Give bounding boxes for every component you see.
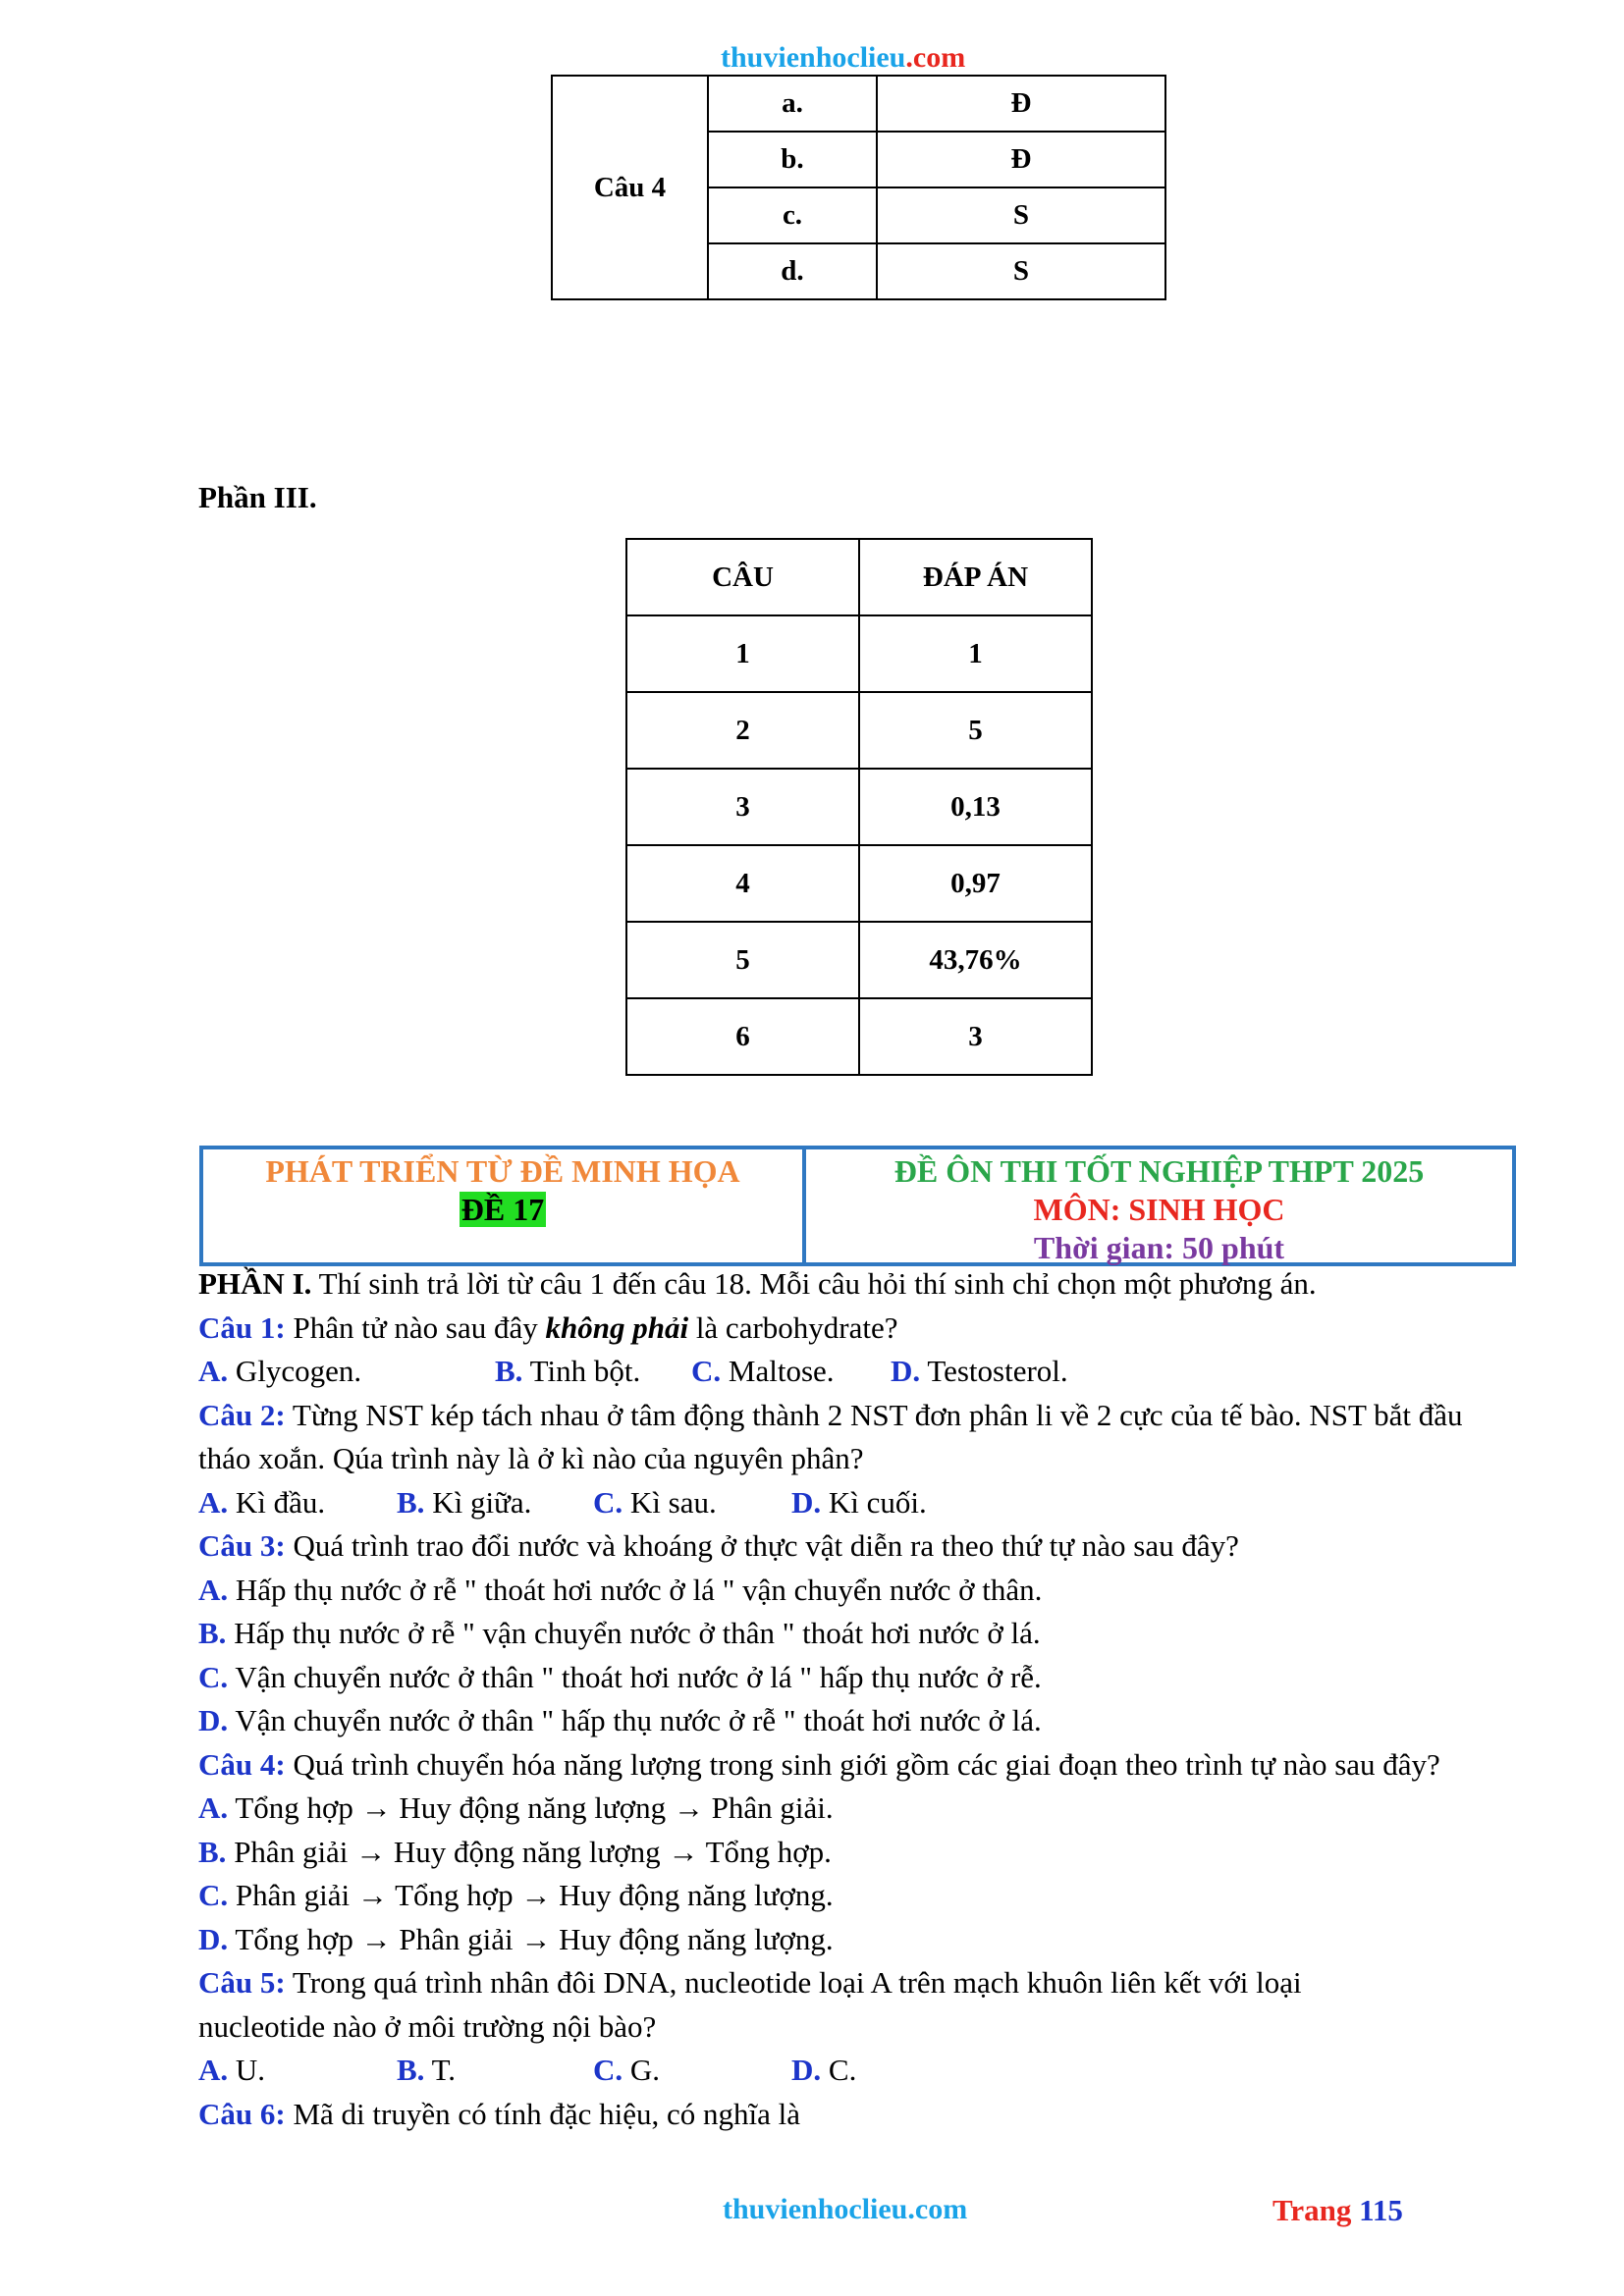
option-key: A. [198, 1572, 229, 1607]
option-a[interactable] [198, 2049, 265, 2093]
page-number-label [1272, 2193, 1403, 2228]
option-key: B. [397, 2053, 425, 2087]
cell-question: 5 [626, 922, 859, 998]
question-emphasis: không phải [545, 1309, 689, 1345]
cell-question: 2 [626, 692, 859, 769]
option-key: B. [397, 1484, 425, 1520]
question-3 [198, 1524, 1519, 1569]
table-header-row [626, 539, 1092, 615]
option-c[interactable] [593, 2049, 660, 2093]
cau4-item: d. [708, 243, 877, 299]
option-key: D. [891, 1354, 921, 1388]
site-header [721, 41, 965, 75]
question-label: Câu 3: [198, 1528, 286, 1563]
option-key: C. [593, 2053, 623, 2087]
option-text: Tổng hợp → Huy động năng lượng → Phân giải. [228, 1790, 834, 1825]
option-c[interactable] [691, 1350, 835, 1394]
question-text: Quá trình trao đổi nước và khoáng ở thực vật diễn ra theo thứ tự nào sau đây? [285, 1528, 1239, 1563]
phan1-text: Thí sinh trả lời từ câu 1 đến câu 18. Mỗi câu hỏi thí sinh chỉ chọn một phương án. [311, 1266, 1317, 1301]
option-text: Hấp thụ nước ở rễ " vận chuyển nước ở thân " thoát hơi nước ở lá. [226, 1616, 1041, 1650]
option-key: D. [791, 1484, 822, 1520]
option-key: D. [791, 2053, 822, 2087]
exam-title: ĐỀ ÔN THI TỐT NGHIỆP THPT 2025 [893, 1153, 1425, 1189]
exam-body [198, 1262, 1519, 2136]
question-text: Từng NST kép tách nhau ở tâm động thành 2 NST đơn phân li về 2 cực của tế bào. NST bắt đầu tháo xoắn. Qúa trình này là ở kì nào của nguyên phân? [198, 1397, 1463, 1475]
phan1-instruction [198, 1262, 1519, 1307]
option-d[interactable] [891, 1350, 1068, 1394]
option-b[interactable] [495, 1350, 640, 1394]
question-text: Mã di truyền có tính đặc hiệu, có nghĩa là [285, 2096, 800, 2131]
option-d[interactable] [791, 1481, 927, 1525]
option-b[interactable] [198, 1831, 1519, 1875]
column-header: CÂU [626, 539, 859, 615]
cell-answer: 0,97 [859, 845, 1092, 922]
question-6 [198, 2093, 1519, 2137]
option-text: Kì cuối. [821, 1484, 927, 1520]
option-text: Testosterol. [920, 1354, 1068, 1388]
option-a[interactable] [198, 1481, 325, 1525]
table-row [626, 692, 1092, 769]
option-a[interactable] [198, 1569, 1519, 1613]
site-name: thuvienhoclieu [721, 41, 906, 74]
footer-site-name: thuvienhoclieu [723, 2193, 908, 2225]
option-text: U. [228, 2053, 266, 2087]
exam-duration: Thời gian: 50 phút [1033, 1230, 1285, 1265]
option-d[interactable] [198, 1699, 1519, 1743]
option-key: A. [198, 1484, 229, 1520]
option-c[interactable] [593, 1481, 717, 1525]
option-key: C. [691, 1354, 722, 1388]
option-b[interactable] [397, 2049, 456, 2093]
table-row [626, 922, 1092, 998]
cau4-answer: S [877, 187, 1165, 243]
page-number: 115 [1359, 2193, 1403, 2227]
question-label: Câu 2: [198, 1397, 286, 1432]
question-text: là carbohydrate? [688, 1309, 898, 1345]
option-key: C. [593, 1484, 623, 1520]
option-text: Glycogen. [228, 1354, 362, 1388]
option-text: Hấp thụ nước ở rễ " thoát hơi nước ở lá " vận chuyển nước ở thân. [228, 1572, 1043, 1607]
question-label: Câu 6: [198, 2096, 286, 2131]
option-text: Tổng hợp → Phân giải → Huy động năng lượng. [228, 1921, 834, 1956]
question-2 [198, 1394, 1519, 1481]
option-b[interactable] [198, 1612, 1519, 1656]
option-text: Tinh bột. [522, 1354, 641, 1388]
option-text: Kì giữa. [424, 1484, 532, 1520]
option-b[interactable] [397, 1481, 531, 1525]
cell-answer: 43,76% [859, 922, 1092, 998]
option-key: D. [198, 1703, 229, 1737]
footer-site [723, 2193, 967, 2226]
exam-header-left [203, 1149, 806, 1262]
page-label: Trang [1272, 2193, 1360, 2227]
cau4-answer-table [551, 75, 1166, 300]
table-row [626, 769, 1092, 845]
site-domain: .com [905, 41, 966, 74]
cau4-answer: Đ [877, 76, 1165, 132]
cau4-label: Câu 4 [552, 76, 708, 299]
question-text: Quá trình chuyển hóa năng lượng trong sinh giới gồm các giai đoạn theo trình tự nào sau đây? [285, 1746, 1440, 1782]
cell-answer: 0,13 [859, 769, 1092, 845]
question-1 [198, 1307, 1519, 1351]
cau4-answer: Đ [877, 132, 1165, 187]
option-key: A. [198, 1790, 229, 1825]
option-key: B. [495, 1354, 523, 1388]
table-row [626, 845, 1092, 922]
question-label: Câu 5: [198, 1965, 286, 2000]
cell-answer: 1 [859, 615, 1092, 692]
option-text: Kì đầu. [228, 1484, 326, 1520]
cau4-item: c. [708, 187, 877, 243]
option-key: A. [198, 2053, 229, 2087]
table-row [626, 615, 1092, 692]
option-d[interactable] [791, 2049, 856, 2093]
question-2-options [198, 1481, 1519, 1525]
option-d[interactable] [198, 1918, 1519, 1962]
option-text: Vận chuyển nước ở thân " hấp thụ nước ở rễ " thoát hơi nước ở lá. [228, 1703, 1042, 1737]
phan3-answer-table [625, 538, 1093, 1076]
option-text: T. [424, 2053, 457, 2087]
column-header: ĐÁP ÁN [859, 539, 1092, 615]
option-a[interactable] [198, 1350, 361, 1394]
option-key: C. [198, 1659, 229, 1694]
exam-number: ĐỀ 17 [460, 1192, 545, 1227]
exam-header-right [806, 1149, 1512, 1265]
option-text: G. [623, 2053, 661, 2087]
option-text: Maltose. [721, 1354, 835, 1388]
table-row [626, 998, 1092, 1075]
question-5 [198, 1961, 1406, 2049]
cau4-item: b. [708, 132, 877, 187]
cau4-item: a. [708, 76, 877, 132]
table-row [552, 76, 1165, 132]
cell-question: 3 [626, 769, 859, 845]
question-4 [198, 1743, 1519, 1788]
option-text: Vận chuyển nước ở thân " thoát hơi nước ở lá " hấp thụ nước ở rễ. [228, 1659, 1042, 1694]
phan3-title: Phần III. [198, 480, 317, 514]
option-text: Phân giải → Huy động năng lượng → Tổng hợp. [226, 1834, 832, 1869]
option-text: Kì sau. [623, 1484, 717, 1520]
question-label: Câu 1: [198, 1309, 286, 1345]
option-key: A. [198, 1354, 229, 1388]
option-a[interactable] [198, 1787, 1519, 1831]
question-label: Câu 4: [198, 1746, 286, 1782]
exam-header-box [199, 1146, 1516, 1266]
phan1-label: PHẦN I. [198, 1266, 312, 1301]
option-c[interactable] [198, 1874, 1519, 1918]
question-text: Trong quá trình nhân đôi DNA, nucleotide loại A trên mạch khuôn liên kết với loại nucleotide nào ở môi trường nội bào? [198, 1965, 1302, 2044]
cell-question: 6 [626, 998, 859, 1075]
option-c[interactable] [198, 1656, 1519, 1700]
cell-answer: 3 [859, 998, 1092, 1075]
question-1-options [198, 1350, 1519, 1394]
cell-question: 4 [626, 845, 859, 922]
question-5-options [198, 2049, 1519, 2093]
option-key: B. [198, 1616, 227, 1650]
option-text: C. [821, 2053, 857, 2087]
option-key: B. [198, 1834, 227, 1869]
option-key: D. [198, 1921, 229, 1956]
cell-answer: 5 [859, 692, 1092, 769]
footer-site-domain: .com [907, 2193, 968, 2225]
exam-subject: MÔN: SINH HỌC [1033, 1192, 1285, 1227]
cell-question: 1 [626, 615, 859, 692]
question-text: Phân tử nào sau đây [285, 1309, 546, 1345]
option-key: C. [198, 1878, 229, 1912]
option-text: Phân giải → Tổng hợp → Huy động năng lượng. [228, 1878, 834, 1912]
exam-origin: PHÁT TRIỂN TỪ ĐỀ MINH HỌA [265, 1153, 740, 1189]
cau4-answer: S [877, 243, 1165, 299]
